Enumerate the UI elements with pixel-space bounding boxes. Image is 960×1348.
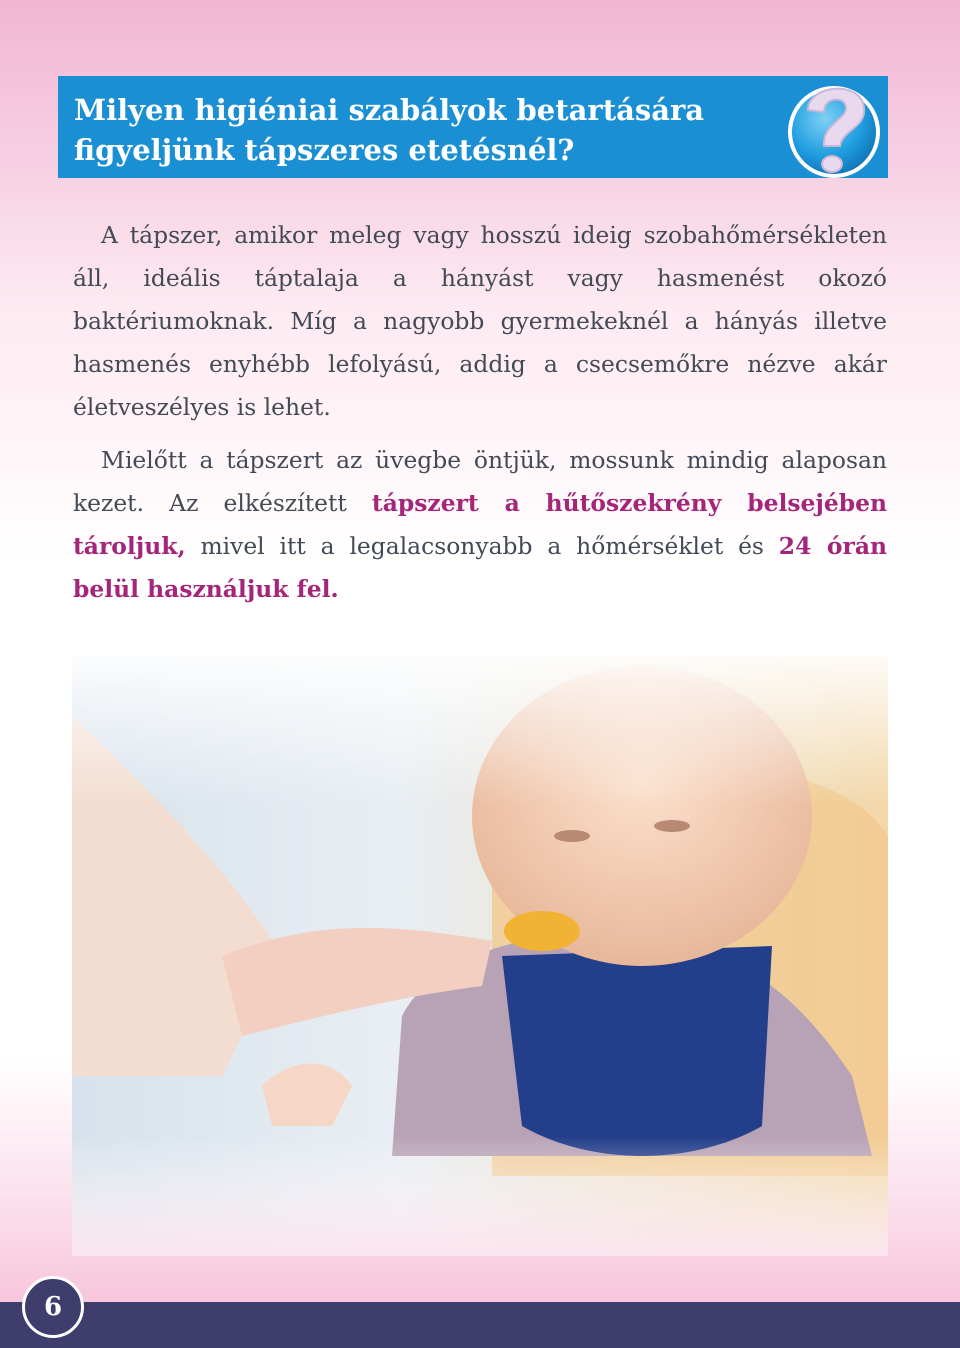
- page-title: [74, 90, 872, 170]
- page-number: 6: [22, 1276, 84, 1338]
- highlight-24-hours: 24 órán belül használjuk fel.: [73, 532, 887, 603]
- paragraph-1: A tápszer, amikor meleg vagy hosszú ideig szobahőmérsékleten áll, ideális táptalaja a hányást vagy hasmenést okozó baktériumoknak. Míg a nagyobb gyermekeknél a hányás illetve hasmenés enyhébb lefolyású, addig a csecsemőkre nézve akár életveszélyes is lehet.: [73, 221, 887, 421]
- title-line-1: Milyen higiéniai szabályok betartására: [74, 93, 705, 127]
- highlight-storage: tápszert a hűtőszekrény belsejében tároljuk,: [73, 489, 887, 560]
- article-body: [73, 214, 887, 611]
- baby-feeding-photo: [72, 656, 888, 1256]
- title-bar: [58, 76, 888, 178]
- paragraph-2-part-2: mivel itt a legalacsonyabb a hőmérséklet és: [185, 532, 779, 560]
- title-line-2: figyeljünk tápszeres etetésnél?: [74, 133, 575, 167]
- paragraph-2: [73, 439, 887, 611]
- footer-bar: [0, 1302, 960, 1348]
- question-mark-icon: [778, 70, 890, 182]
- paragraph-2-part-1: Mielőtt a tápszert az üvegbe öntjük, mossunk mindig alaposan kezet. Az elkészített: [73, 446, 887, 517]
